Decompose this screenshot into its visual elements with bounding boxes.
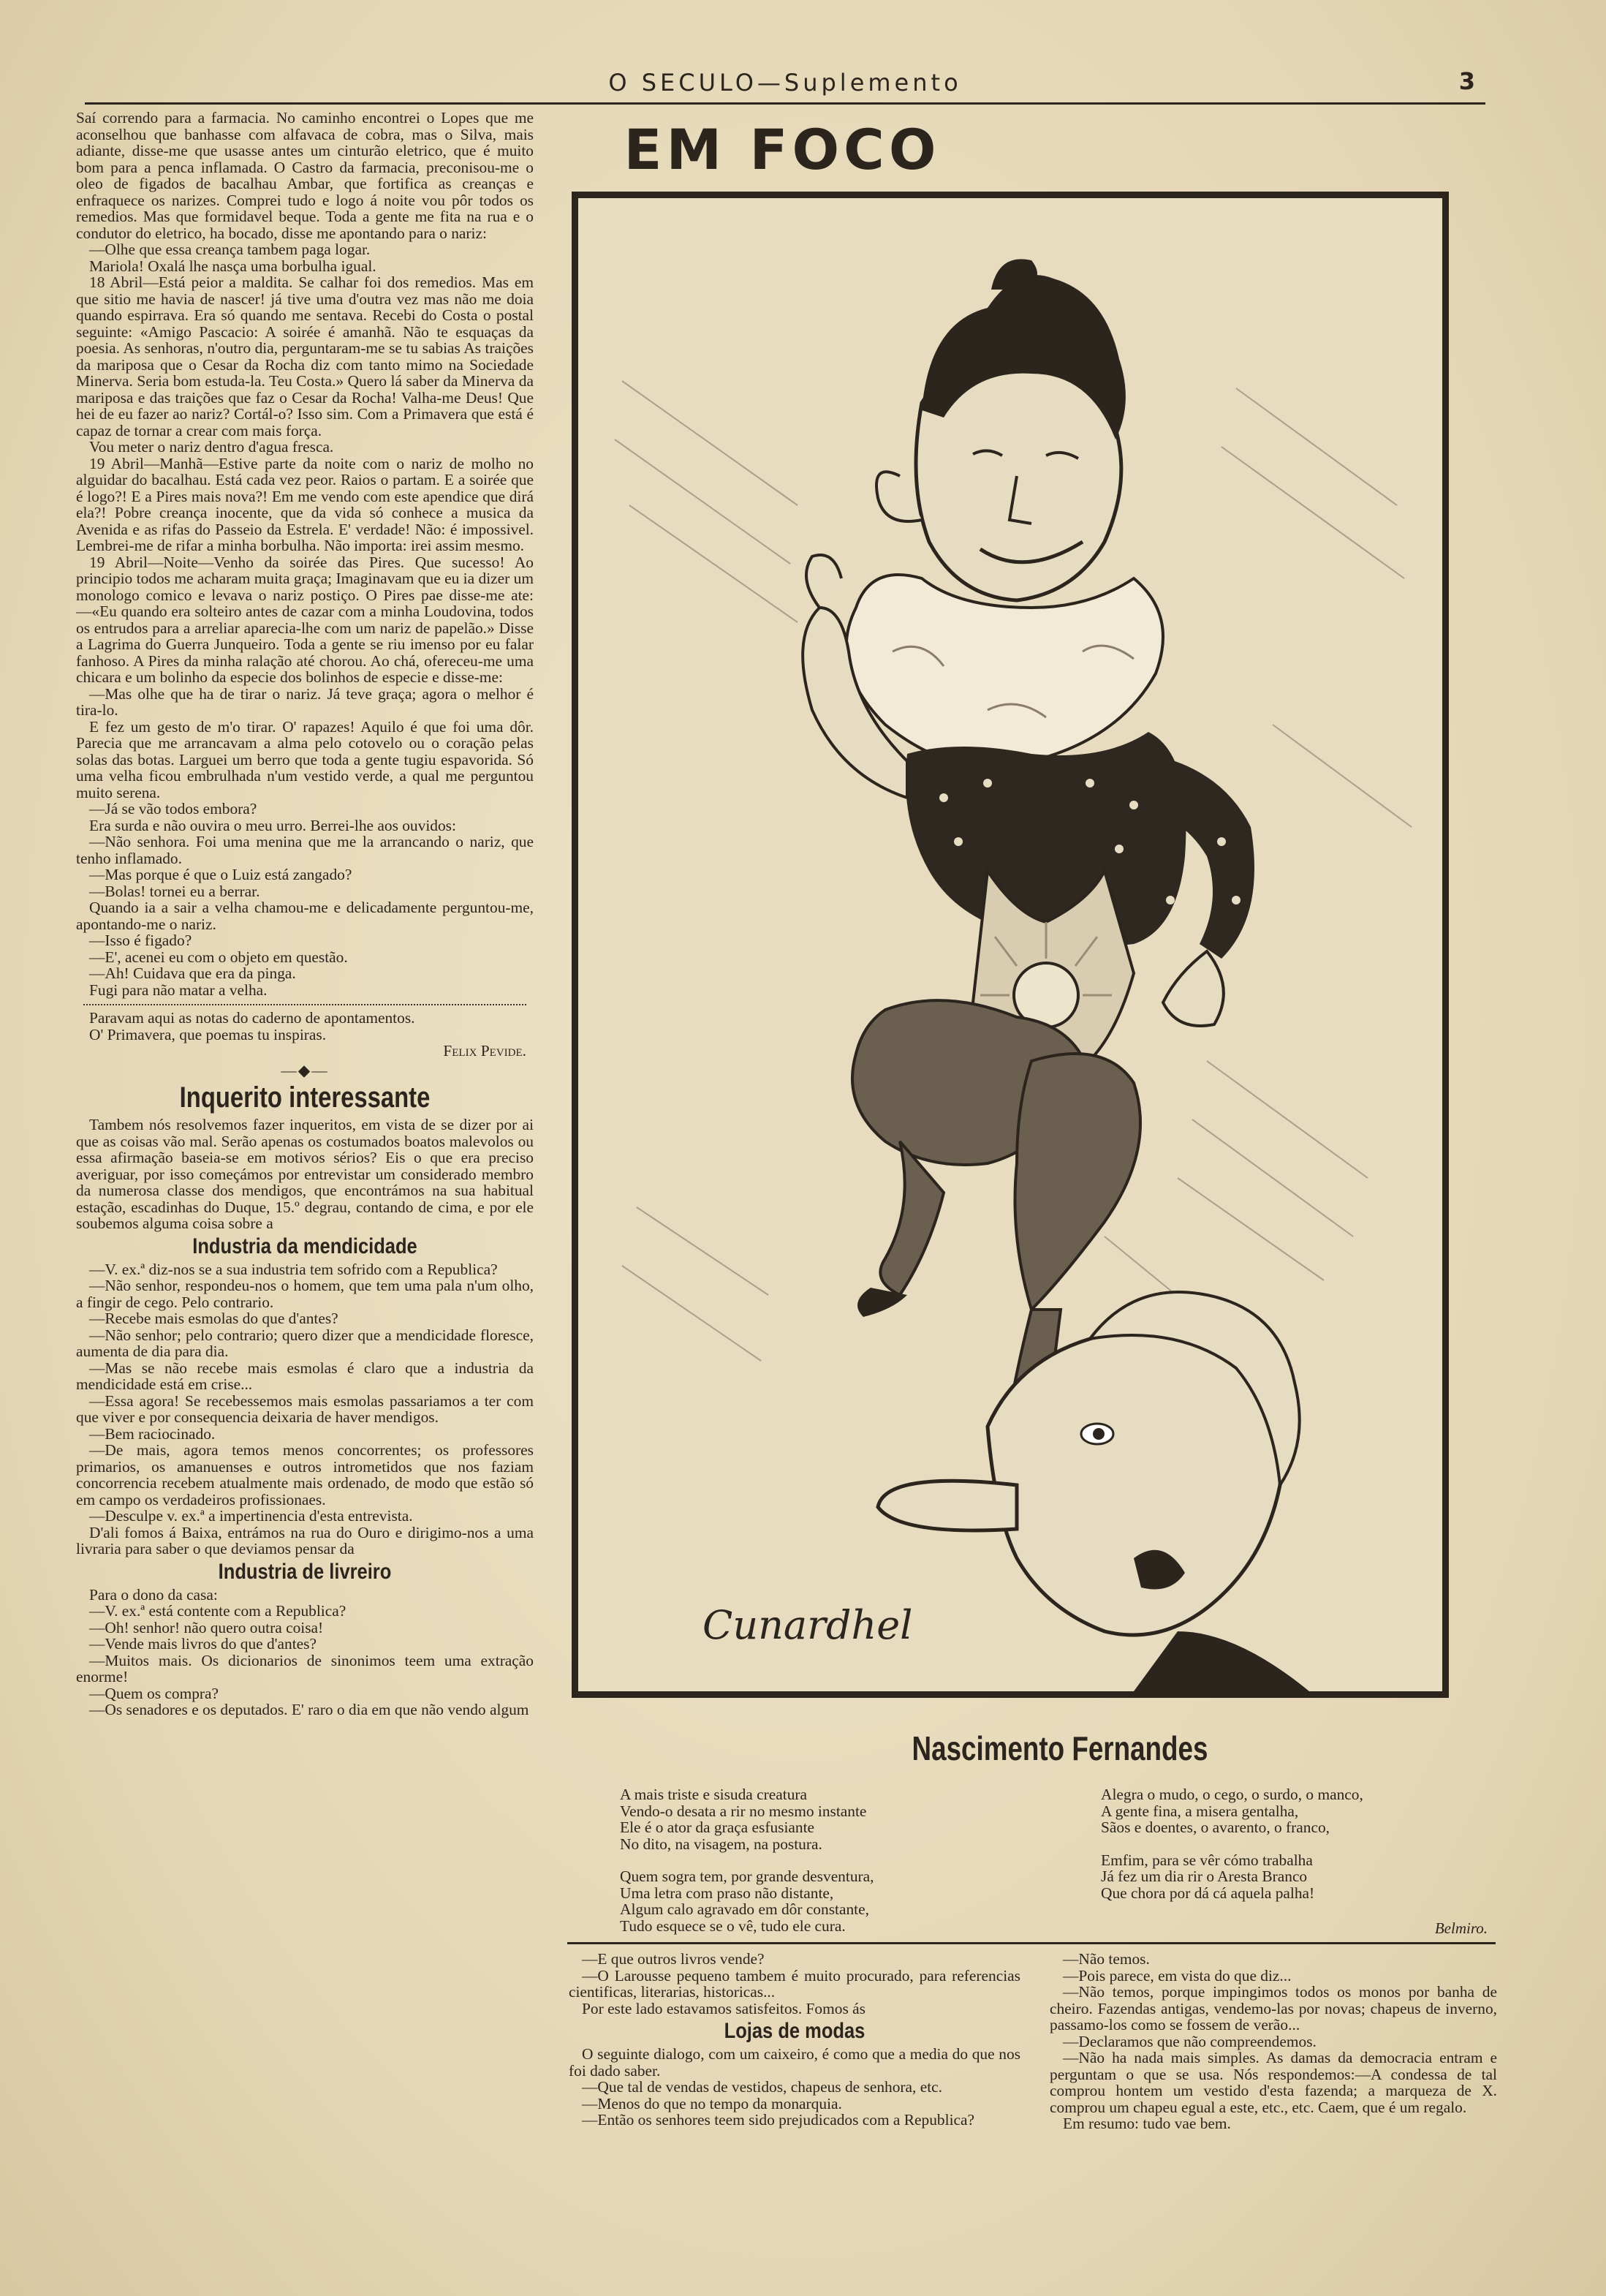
inquerito-intro: Tambem nós resolvemos fazer inqueritos, em vista de se dizer por ai que as coisas vão mal. Serão apenas os costumados boatos malevolos ou essa afirmação baseia-se em motivos sérios? Eis o que era preciso averiguar, por isso começámos por entrevistar um considerado membro da numerosa classe dos mendigos, que encontrámos na sua habitual estação, escadinhas do Duque, 15.º degrau, contando de cima, e por ele soubemos alguma coisa sobre a <box>76 1116 534 1232</box>
caricature-frame <box>572 192 1449 1698</box>
bottom-face <box>878 1292 1309 1691</box>
poem-line: A mais triste e sisuda creatura <box>620 1786 808 1803</box>
interview-line: Para o dono da casa: <box>89 1585 218 1604</box>
diary-signature: Felix Pevide. <box>443 1042 526 1060</box>
diary-paragraph: —Olhe que essa creança tambem paga logar. <box>89 241 371 258</box>
interview-line: Em resumo: tudo vae bem. <box>1063 2115 1231 2132</box>
diary-paragraph: 19 Abril—Manhã—Estive parte da noite com o nariz de molho no alguidar do bacalhau. Está cada vez peor. Raios o partam. E a soirée que é logo?! E a Pires mais nova?! Em me vendo com este apendice que dirá ela?! Pobre creança inocente, que da vida só conhece a musica da Avenida e as rifas do Passeio da Estrela. E' verdade! Não: é impossivel. Lembrei-me de rifar a minha borbulha. Não importa: irei assim mesmo. <box>76 454 534 554</box>
bottom-column-2 <box>1050 1951 1497 2192</box>
diary-paragraph: 19 Abril—Noite—Venho da soirée das Pires. Que sucesso! Ao principio todos me acharam muita graça; Imaginavam que eu ia dizer um monologo comico e levava o nariz postiço. O Pires pae disse-me ate:—«Eu quando era solteiro antes de cazar com a minha Loudovina, todos os entrudos para a arreliar aparecia-lhe com um nariz de papelão.» Disse a Lagrima do Guerra Junqueiro. Toda a gente se riu imenso por eu falar fanhoso. A Pires da minha ralação até chorou. Ao chá, ofereceu-me uma chicara e um bolinho da especie dos bolinhos de especie e disse-me: <box>76 553 534 686</box>
interview-line: —Quem os compra? <box>89 1684 219 1702</box>
interview-line: —Bem raciocinado. <box>89 1424 216 1443</box>
interview-line: —Recebe mais esmolas do que d'antes? <box>89 1310 338 1327</box>
section-divider: —◆— <box>281 1061 329 1079</box>
poem-line: Alegra o mudo, o cego, o surdo, o manco, <box>1101 1786 1363 1803</box>
interview-line: —Então os senhores teem sido prejudicados com a Republica? <box>582 2111 974 2129</box>
caricature-illustration <box>578 198 1442 1691</box>
poem-column-2 <box>1101 1786 1452 1901</box>
interview-line: Por este lado estavamos satisfeitos. Fomos ás <box>582 1999 866 2017</box>
poem-line: Algum calo agravado em dôr constante, <box>620 1900 869 1918</box>
poem-line: Que chora por dá cá aquela palha! <box>1101 1884 1315 1902</box>
diary-paragraph: —Isso é figado? <box>89 932 192 949</box>
inquerito-heading: Inquerito interessante <box>179 1081 431 1114</box>
interview-line: O seguinte dialogo, com um caixeiro, é como que a media do que nos foi dado saber. <box>569 2045 1020 2080</box>
poem-column-1 <box>620 1786 1029 1934</box>
interview-line: —Muitos mais. Os dicionarios de sinonimos teem uma extração enorme! <box>76 1651 534 1685</box>
page-header <box>85 67 1485 105</box>
diary-outro: Paravam aqui as notas do caderno de apontamentos. <box>89 1009 415 1027</box>
stanza-gap <box>1101 1836 1452 1852</box>
interview-line: —Não temos, porque impingimos todos os monos por banha de cheiro. Fazendas antigas, vendemo-las por novas; chapeus de inverno, passamo-los como se fossem de verão... <box>1050 1983 1497 2033</box>
caricature-caption: Nascimento Fernandes <box>912 1729 1208 1767</box>
diary-paragraph: Era surda e não ouvira o meu urro. Berrei-lhe aos ouvidos: <box>89 816 456 834</box>
diary-paragraph: Quando ia a sair a velha chamou-me e delicadamente perguntou-me, apontando-me o nariz. <box>76 899 534 933</box>
poem-line: Tudo esquece se o vê, tudo ele cura. <box>620 1917 846 1935</box>
header-title: O SECULO—Suplemento <box>608 69 962 97</box>
diary-paragraph: Mariola! Oxalá lhe nasça uma borbulha igual. <box>89 257 376 275</box>
poem-line: Quem sogra tem, por grande desventura, <box>620 1868 874 1885</box>
diary-paragraph: Saí correndo para a farmacia. No caminho encontrei o Lopes que me aconselhou que banhasse com alfavaca de cobra, mas o Silva, mais adiante, disse-me que usasse antes um cinturão eletrico, que é muito bom para a penca inflamada. O Castro da farmacia, preconisou-me o oleo de figados de bacalhau Ambar, que fortifica as creanças e enfraquece os narizes. Comprei tudo e logo á noite vou pôr todos os remedios. Mas que formidavel beque. Toda a gente me fita na rua e o condutor do eletrico, ha bocado, disse me apontando para o nariz: <box>76 110 534 242</box>
diary-paragraph: —Bolas! tornei eu a berrar. <box>89 882 260 900</box>
diary-paragraph: 18 Abril—Está peior a maldita. Se calhar foi dos remedios. Mas em que sitio me havia de nascer! já tive uma d'outra vez mas não me doia quando espirrava. Era só quando me sentava. Recebi do Costa o postal seguinte: «Amigo Pascacio: A soirée é amanhã. Não te esquaças da poesia. As senhoras, n'outro dia, perguntaram-me se tu sabias As traições da mariposa que o Cesar da Rocha diz com tanto mimo na Sociedade Minerva. Seria bom estuda-la. Teu Costa.» Quero lá saber da Minerva da mariposa e das traições que faz o Cesar da Rocha! Valha-me Deus! Que hei de eu fazer ao nariz? Cortál-o? Isso sim. Com a Primavera que está é capaz de tornar a crear com mais força. <box>76 273 534 439</box>
interview-line: —Declaramos que não compreendemos. <box>1063 2032 1317 2050</box>
interview-line: —Pois parece, em vista do que diz... <box>1063 1966 1292 1985</box>
interview-line: —Menos do que no tempo da monarquia. <box>582 2094 842 2112</box>
poem-line: Sãos e doentes, o avarento, o franco, <box>1101 1819 1330 1836</box>
interview-line: —De mais, agora temos menos concorrentes; os professores primarios, os amanuenses e outros intrometidos que nos faziam concorrencia recebem atualmente mais ordenado, de modo que estão só em campo os verdadeiros profissionaes. <box>76 1441 534 1508</box>
caricature-signature: Cunardhel <box>702 1602 913 1648</box>
diary-paragraph: —Já se vão todos embora? <box>89 800 257 817</box>
interview-line: —Que tal de vendas de vestidos, chapeus de senhora, etc. <box>582 2078 943 2096</box>
interview-line: D'ali fomos á Baixa, entrámos na rua do Ouro e dirigimo-nos a uma livraria para saber o que deviamos pensar da <box>76 1523 534 1557</box>
interview-line: —Oh! senhor! não quero outra coisa! <box>89 1618 324 1636</box>
diary-outro: O' Primavera, que poemas tu inspiras. <box>89 1025 327 1043</box>
poem-line: Já fez um dia rir o Aresta Branco <box>1101 1868 1308 1885</box>
poem-line: No dito, na visagem, na postura. <box>620 1835 822 1853</box>
diary-paragraph: E fez um gesto de m'o tirar. O' rapazes! Aquilo é que foi uma dôr. Parecia que me arrancavam a alma pelo cotovelo ou o coração pelas solas das botas. Larguei um berro que toda a gente tugiu espavorida. Só uma velha ficou embrulhada n'um vestido verde, a qual me perguntou muito serena. <box>76 717 534 801</box>
interview-line: —V. ex.ª está contente com a Republica? <box>89 1602 346 1620</box>
interview-line: —Os senadores e os deputados. E' raro o dia em que não vendo algum <box>89 1701 529 1718</box>
interview-line: —Desculpe v. ex.ª a impertinencia d'esta entrevista. <box>89 1507 413 1525</box>
diary-paragraph: —Mas porque é que o Luiz está zangado? <box>89 866 352 883</box>
interview-line: —V. ex.ª diz-nos se a sua industria tem sofrido com a Republica? <box>89 1260 498 1278</box>
feature-title: EM FOCO <box>624 117 941 182</box>
mendicidade-heading: Industria da mendicidade <box>192 1234 417 1258</box>
poem-line: Ele é o ator da graça esfusiante <box>620 1819 815 1836</box>
interview-line: —Mas se não recebe mais esmolas é claro que a industria da mendicidade está em crise... <box>76 1359 534 1393</box>
poem-line: Uma letra com praso não distante, <box>620 1884 834 1902</box>
dancing-figure <box>803 259 1254 1449</box>
diary-paragraph: —E', acenei eu com o objeto em questão. <box>89 948 348 966</box>
diary-paragraph: —Ah! Cuidava que era da pinga. <box>89 964 296 982</box>
dotted-separator <box>83 1004 526 1005</box>
interview-line: —Não ha nada mais simples. As damas da democracia entram e perguntam o que se usa. Nós respondemos:—A condessa de tal comprou hontem um vestido d'esta fazenda; a marqueza de X. comprou um chapeu egual a este, etc., etc. Caem, que é um regalo. <box>1050 2049 1497 2116</box>
poem-line: Vendo-o desata a rir no mesmo instante <box>620 1802 867 1820</box>
interview-line: —O Larousse pequeno tambem é muito procurado, para referencias cientificas, literarias, historicas... <box>569 1966 1020 2001</box>
interview-line: —Não senhor, respondeu-nos o homem, que tem uma pala n'um olho, a fingir de cego. Pelo contrario. <box>76 1277 534 1311</box>
interview-line: —Essa agora! Se recebessemos mais esmolas passariamos a ter com que viver e por consequencia deixaria de haver mendigos. <box>76 1391 534 1426</box>
interview-line: —Não senhor; pelo contrario; quero dizer que a mendicidade floresce, aumenta de dia para dia. <box>76 1326 534 1360</box>
left-column <box>76 110 534 2183</box>
poem-line: Emfim, para se vêr cómo trabalha <box>1101 1851 1313 1869</box>
diary-paragraph: Vou meter o nariz dentro d'agua fresca. <box>89 438 334 456</box>
lojas-heading: Lojas de modas <box>724 2019 866 2043</box>
interview-line: —E que outros livros vende? <box>582 1951 765 1968</box>
interview-line: —Não temos. <box>1063 1951 1150 1968</box>
poem-line: A gente fina, a misera gentalha, <box>1101 1802 1299 1820</box>
diary-paragraph: Fugi para não matar a velha. <box>89 981 268 999</box>
diary-paragraph: —Mas olhe que ha de tirar o nariz. Já teve graça; agora o melhor é tira-lo. <box>76 684 534 719</box>
poem-signature: Belmiro. <box>1434 1919 1488 1937</box>
livreiro-heading: Industria de livreiro <box>218 1559 392 1584</box>
horizontal-rule <box>567 1942 1496 1944</box>
diary-paragraph: —Não senhora. Foi uma menina que me la arrancando o nariz, que tenho inflamado. <box>76 833 534 867</box>
interview-line: —Vende mais livros do que d'antes? <box>89 1635 317 1653</box>
bottom-column-1 <box>569 1951 1020 2192</box>
stanza-gap <box>620 1852 1029 1868</box>
page-number: 3 <box>1458 67 1475 95</box>
